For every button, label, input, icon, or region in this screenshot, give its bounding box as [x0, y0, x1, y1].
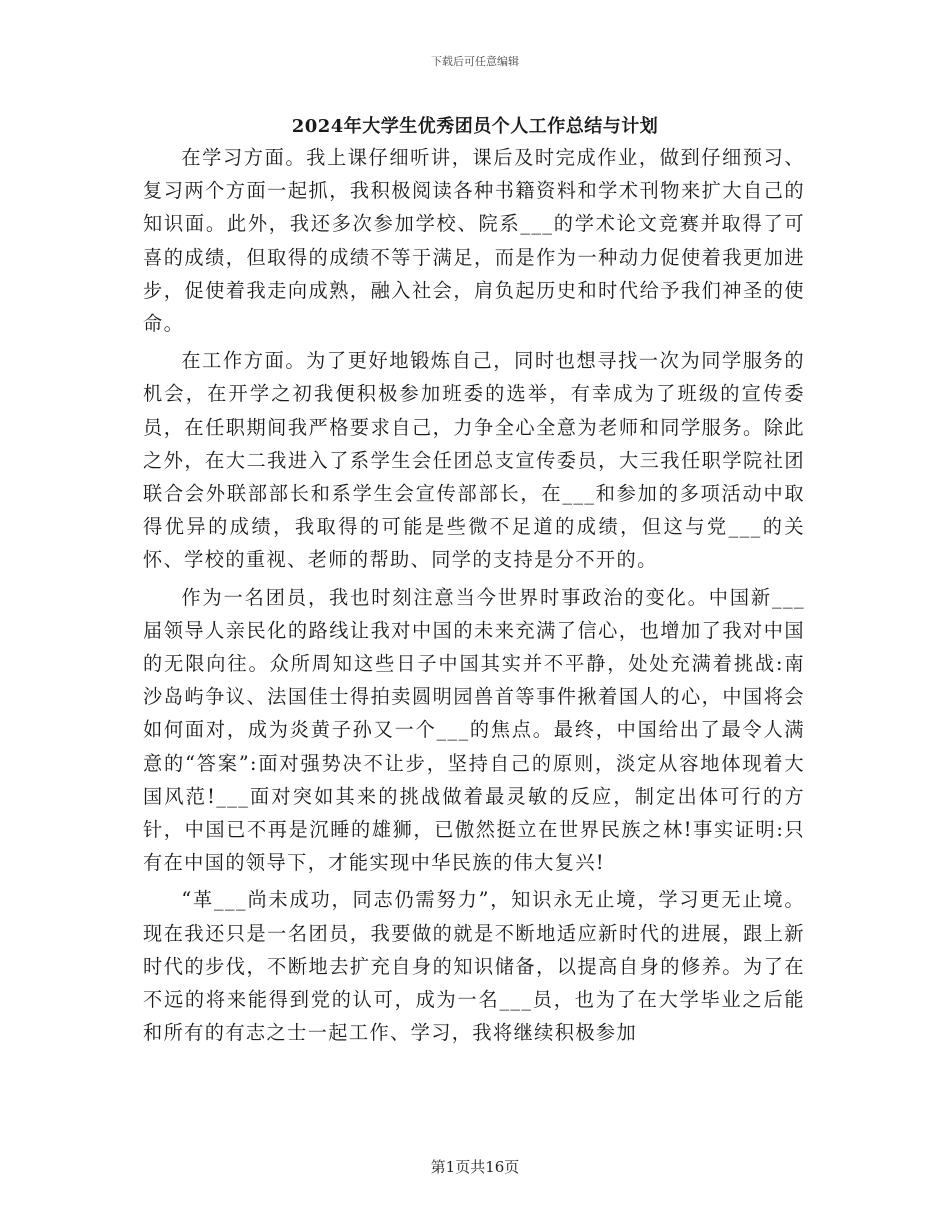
- header-note: 下载后可任意编辑: [431, 55, 519, 68]
- paragraph-politics: 作为一名团员，我也时刻注意当今世界时事政治的变化。中国新___届领导人亲民化的路线让我对中国的未来充满了信心，也增加了我对中国的无限向往。众所周知这些日子中国其实并不平静，处处充满着挑战:南沙岛屿争议、法国佳士得拍卖圆明园兽首等事件揪着国人的心，中国将会如何面对，成为炎黄子孙又一个___的焦点。最终，中国给出了最令人满意的“答案”:面对强势决不让步，坚持自己的原则，淡定从容地体现着大国风范!___面对突如其来的挑战做着最灵敏的反应，制定出体可行的方针，中国已不再是沉睡的雄狮，已傲然挺立在世界民族之林!事实证明:只有在中国的领导下，才能实现中华民族的伟大复兴!: [143, 585, 805, 875]
- paragraph-plan: “革___尚未成功，同志仍需努力”，知识永无止境，学习更无止境。现在我还只是一名团员，我要做的就是不断地适应新时代的进展，跟上新时代的步伐，不断地去扩充自身的知识储备，以提高自身的修养。为了在不远的将来能得到党的认可，成为一名___员，也为了在大学毕业之后能和所有的有志之士一起工作、学习，我将继续积极参加: [143, 888, 805, 1045]
- page-footer: 第1页共16页: [430, 1158, 520, 1176]
- paragraph-study: 在学习方面。我上课仔细听讲，课后及时完成作业，做到仔细预习、复习两个方面一起抓，我积极阅读各种书籍资料和学术刊物来扩大自己的知识面。此外，我还多次参加学校、院系___的学术论文竞赛并取得了可喜的成绩，但取得的成绩不等于满足，而是作为一种动力促使着我更加进步，促使着我走向成熟，融入社会，肩负起历史和时代给予我们神圣的使命。: [143, 146, 805, 336]
- paragraph-work: 在工作方面。为了更好地锻炼自己，同时也想寻找一次为同学服务的机会，在开学之初我便积极参加班委的选举，有幸成为了班级的宣传委员，在任职期间我严格要求自己，力争全心全意为老师和同学服务。除此之外，在大二我进入了系学生会任团总支宣传委员，大三我任职学院社团联合会外联部部长和系学生会宣传部部长，在___和参加的多项活动中取得优异的成绩，我取得的可能是些微不足道的成绩，但这与党___的关怀、学校的重视、老师的帮助、同学的支持是分不开的。: [143, 349, 805, 572]
- document-body: [143, 141, 805, 1053]
- document-title: 2024年大学生优秀团员个人工作总结与计划: [291, 116, 659, 137]
